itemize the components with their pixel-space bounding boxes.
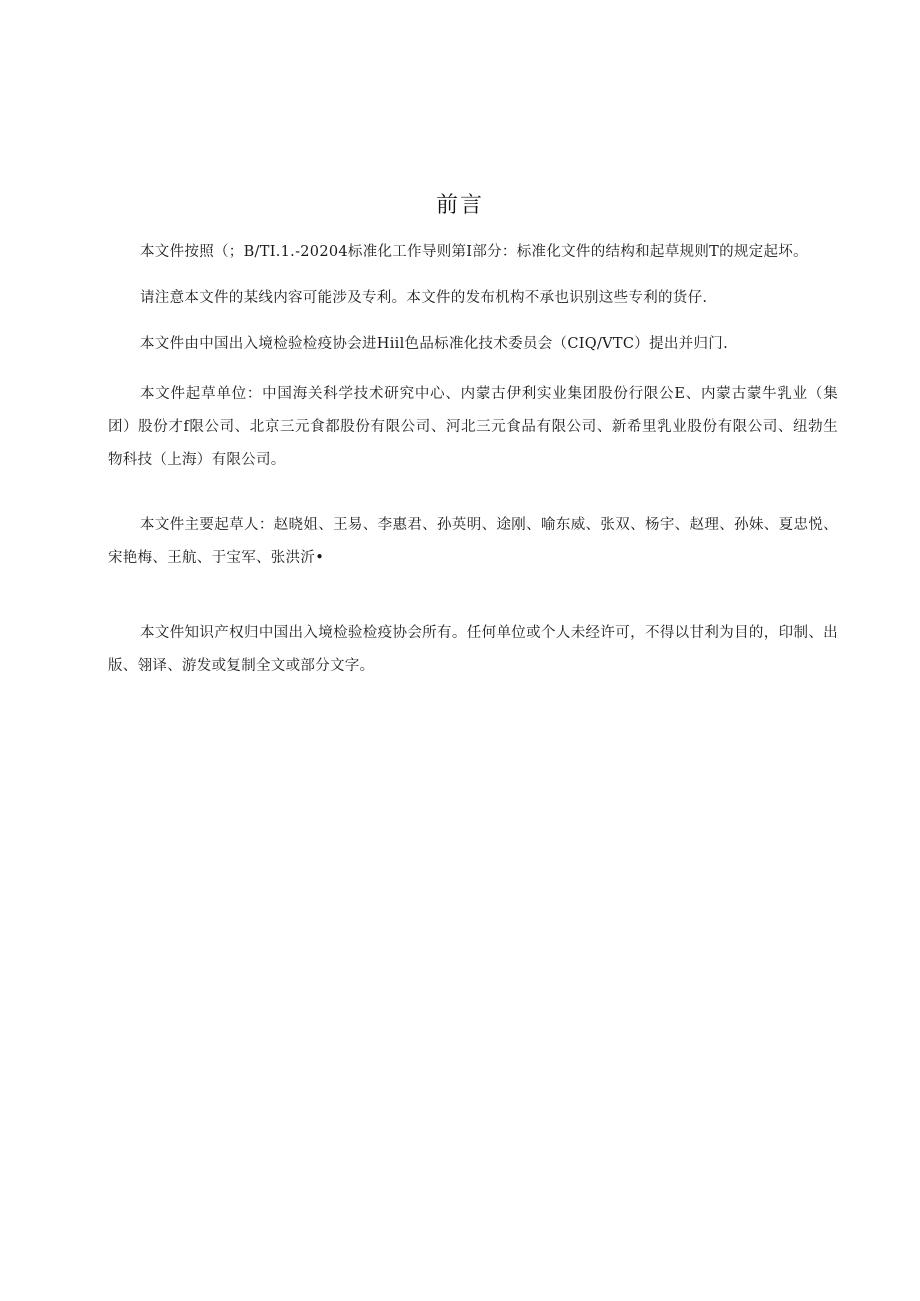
paragraph-drafting-units: 本文件起草单位：中国海关科学技术研究中心、内蒙古伊利实业集团股份行限公E、内蒙古蒙牛乳业（集团）股份才f限公司、北京三元食都股份有限公司、河北三元食品有限公司、新希里乳业股份有限公司、纽勃生物科技（上海）有限公司。: [108, 386, 838, 468]
paragraph-copyright: 本文件知识产权归中国出入境检验检疫协会所有。任何单位或个人未经许可，不得以甘利为目的，印制、出版、翎译、游发或复制全文或部分文字。: [108, 625, 838, 674]
paragraph-drafting-rules: 本文件按照（；B/TI.1.-20204标准化工作导则第I部分：标准化文件的结构和起草规则T的规定起坏。: [140, 244, 808, 260]
paragraph-proposer: 本文件由中国出入境检验检疫协会进Hiil色品标准化技术委员会（CIQ/VTC）提出并归门.: [140, 336, 728, 352]
paragraph-main-drafters: 本文件主要起草人：赵晓姐、王易、李惠君、孙英明、途刚、喻东威、张双、杨宇、赵理、孙妹、夏忠悦、宋艳梅、王航、于宝军、张洪沂•: [108, 517, 838, 566]
page-title: 前言: [435, 193, 484, 218]
paragraph-patent-notice: 请注意本文件的某线内容可能涉及专利。本文件的发布机构不承也识别这些专利的货仔.: [140, 290, 708, 306]
